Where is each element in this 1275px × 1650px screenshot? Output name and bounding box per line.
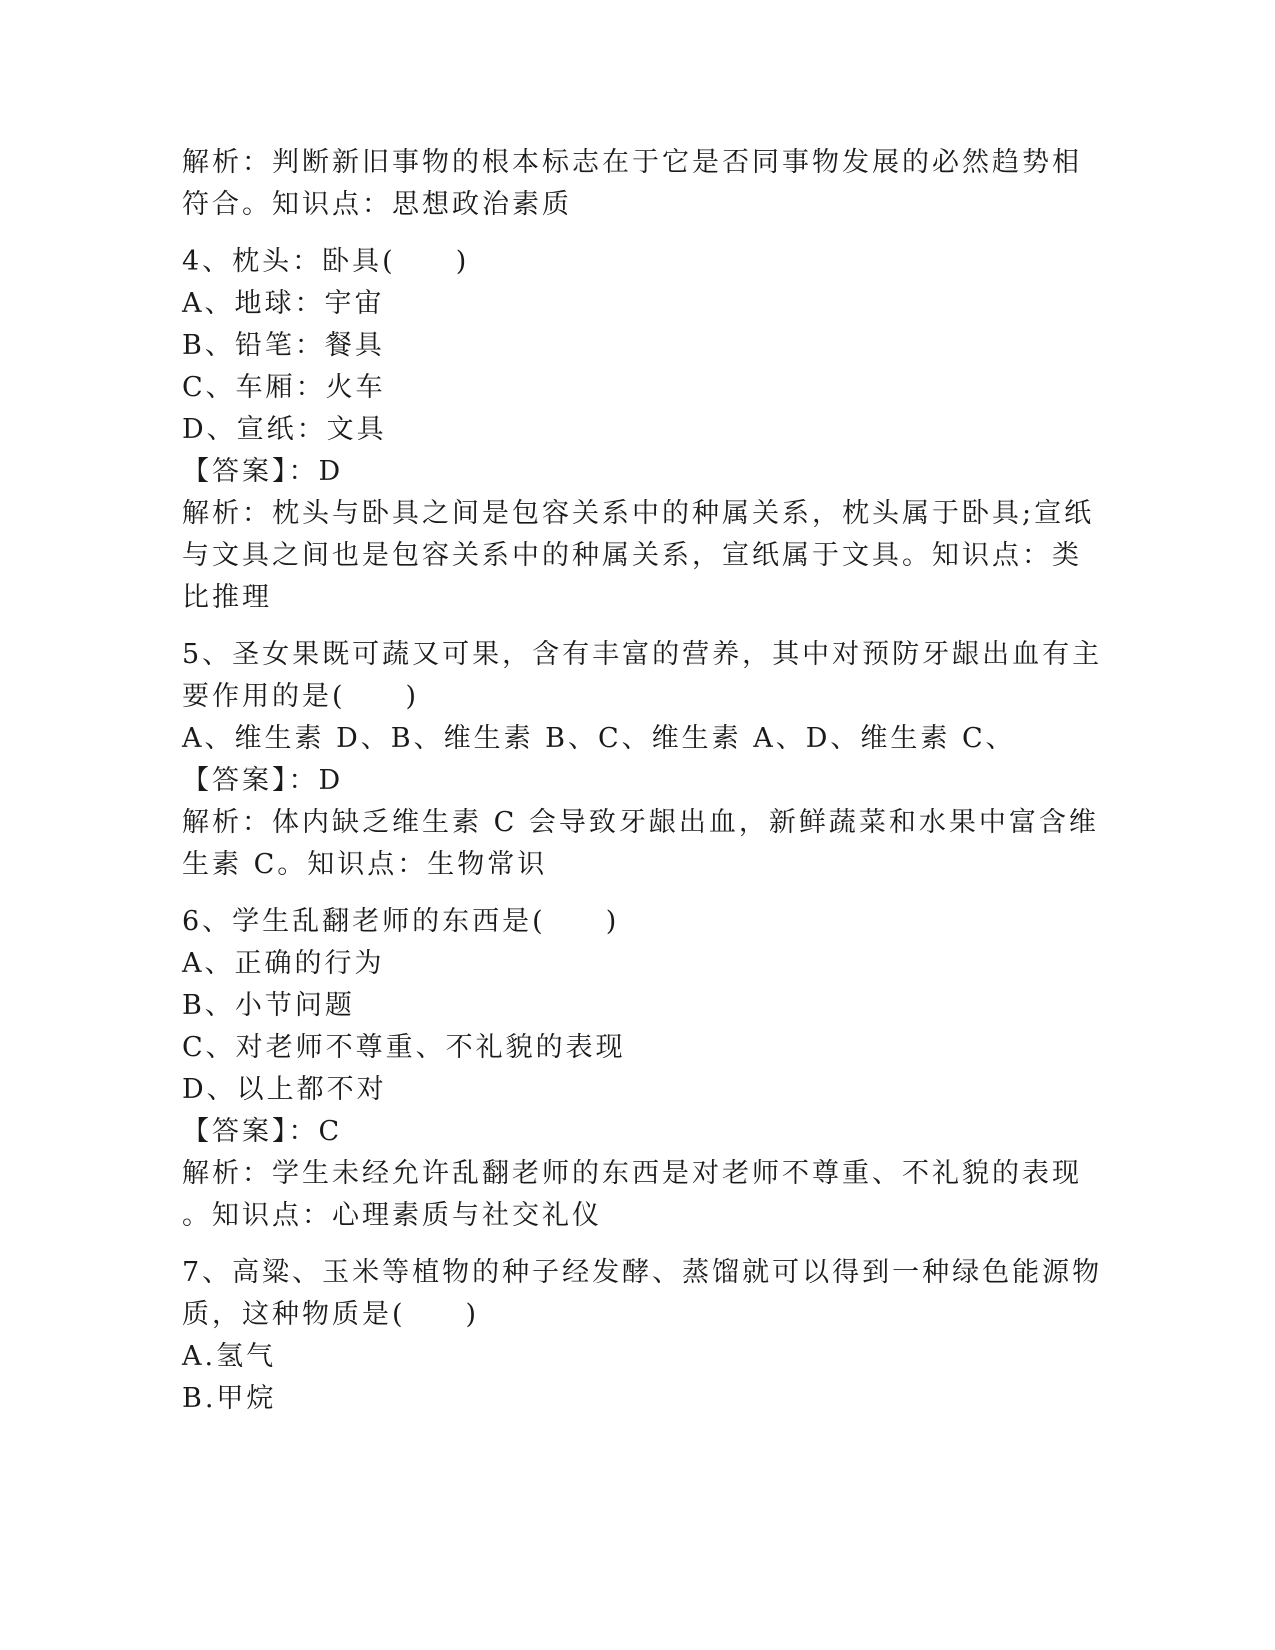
question-stem: 6、学生乱翻老师的东西是( ) bbox=[182, 906, 620, 937]
option-c: C、车厢：火车 bbox=[182, 372, 386, 403]
analysis-line: 与文具之间也是包容关系中的种属关系，宣纸属于文具。知识点：类 bbox=[182, 540, 1082, 571]
question-7 bbox=[182, 1252, 1103, 1420]
analysis-line: 解析：学生未经允许乱翻老师的东西是对老师不尊重、不礼貌的表现 bbox=[182, 1158, 1082, 1189]
option-a: A.氢气 bbox=[182, 1341, 277, 1372]
option-b: B、铅笔：餐具 bbox=[182, 330, 385, 361]
analysis-line: 。知识点：心理素质与社交礼仪 bbox=[182, 1200, 602, 1231]
option-a: A、地球：宇宙 bbox=[182, 288, 385, 319]
spacer bbox=[182, 226, 1082, 241]
option-d: D、以上都不对 bbox=[182, 1074, 387, 1105]
option-b: B、小节问题 bbox=[182, 990, 355, 1021]
question-stem: 质，这种物质是( ) bbox=[182, 1299, 480, 1330]
question-5 bbox=[182, 634, 1103, 886]
spacer bbox=[182, 886, 1082, 901]
question-3-analysis bbox=[182, 142, 1082, 226]
question-stem: 要作用的是( ) bbox=[182, 681, 420, 712]
analysis-line: 比推理 bbox=[182, 582, 272, 613]
question-4 bbox=[182, 241, 1095, 619]
answer-line: 【答案】：C bbox=[182, 1116, 343, 1147]
answer-line: 【答案】：D bbox=[182, 765, 344, 796]
spacer bbox=[182, 1237, 1082, 1252]
question-stem: 4、枕头：卧具( ) bbox=[182, 246, 470, 277]
option-b: B.甲烷 bbox=[182, 1383, 277, 1414]
analysis-line: 解析：枕头与卧具之间是包容关系中的种属关系，枕头属于卧具;宣纸 bbox=[182, 498, 1095, 529]
option-d: D、宣纸：文具 bbox=[182, 414, 387, 445]
analysis-line: 解析：判断新旧事物的根本标志在于它是否同事物发展的必然趋势相 bbox=[182, 147, 1082, 178]
question-stem: 7、高粱、玉米等植物的种子经发酵、蒸馏就可以得到一种绿色能源物 bbox=[182, 1257, 1103, 1288]
question-stem: 5、圣女果既可蔬又可果，含有丰富的营养，其中对预防牙龈出血有主 bbox=[182, 639, 1103, 670]
exam-page bbox=[182, 142, 1103, 1420]
spacer bbox=[182, 619, 1082, 634]
answer-line: 【答案】：D bbox=[182, 456, 344, 487]
option-a: A、正确的行为 bbox=[182, 948, 385, 979]
question-6 bbox=[182, 901, 1082, 1237]
analysis-line: 生素 C。知识点：生物常识 bbox=[182, 849, 548, 880]
analysis-line: 解析：体内缺乏维生素 C 会导致牙龈出血，新鲜蔬菜和水果中富含维 bbox=[182, 807, 1099, 838]
analysis-line: 符合。知识点：思想政治素质 bbox=[182, 189, 572, 220]
option-c: C、对老师不尊重、不礼貌的表现 bbox=[182, 1032, 626, 1063]
options-line: A、维生素 D、B、维生素 B、C、维生素 A、D、维生素 C、 bbox=[182, 723, 1016, 754]
